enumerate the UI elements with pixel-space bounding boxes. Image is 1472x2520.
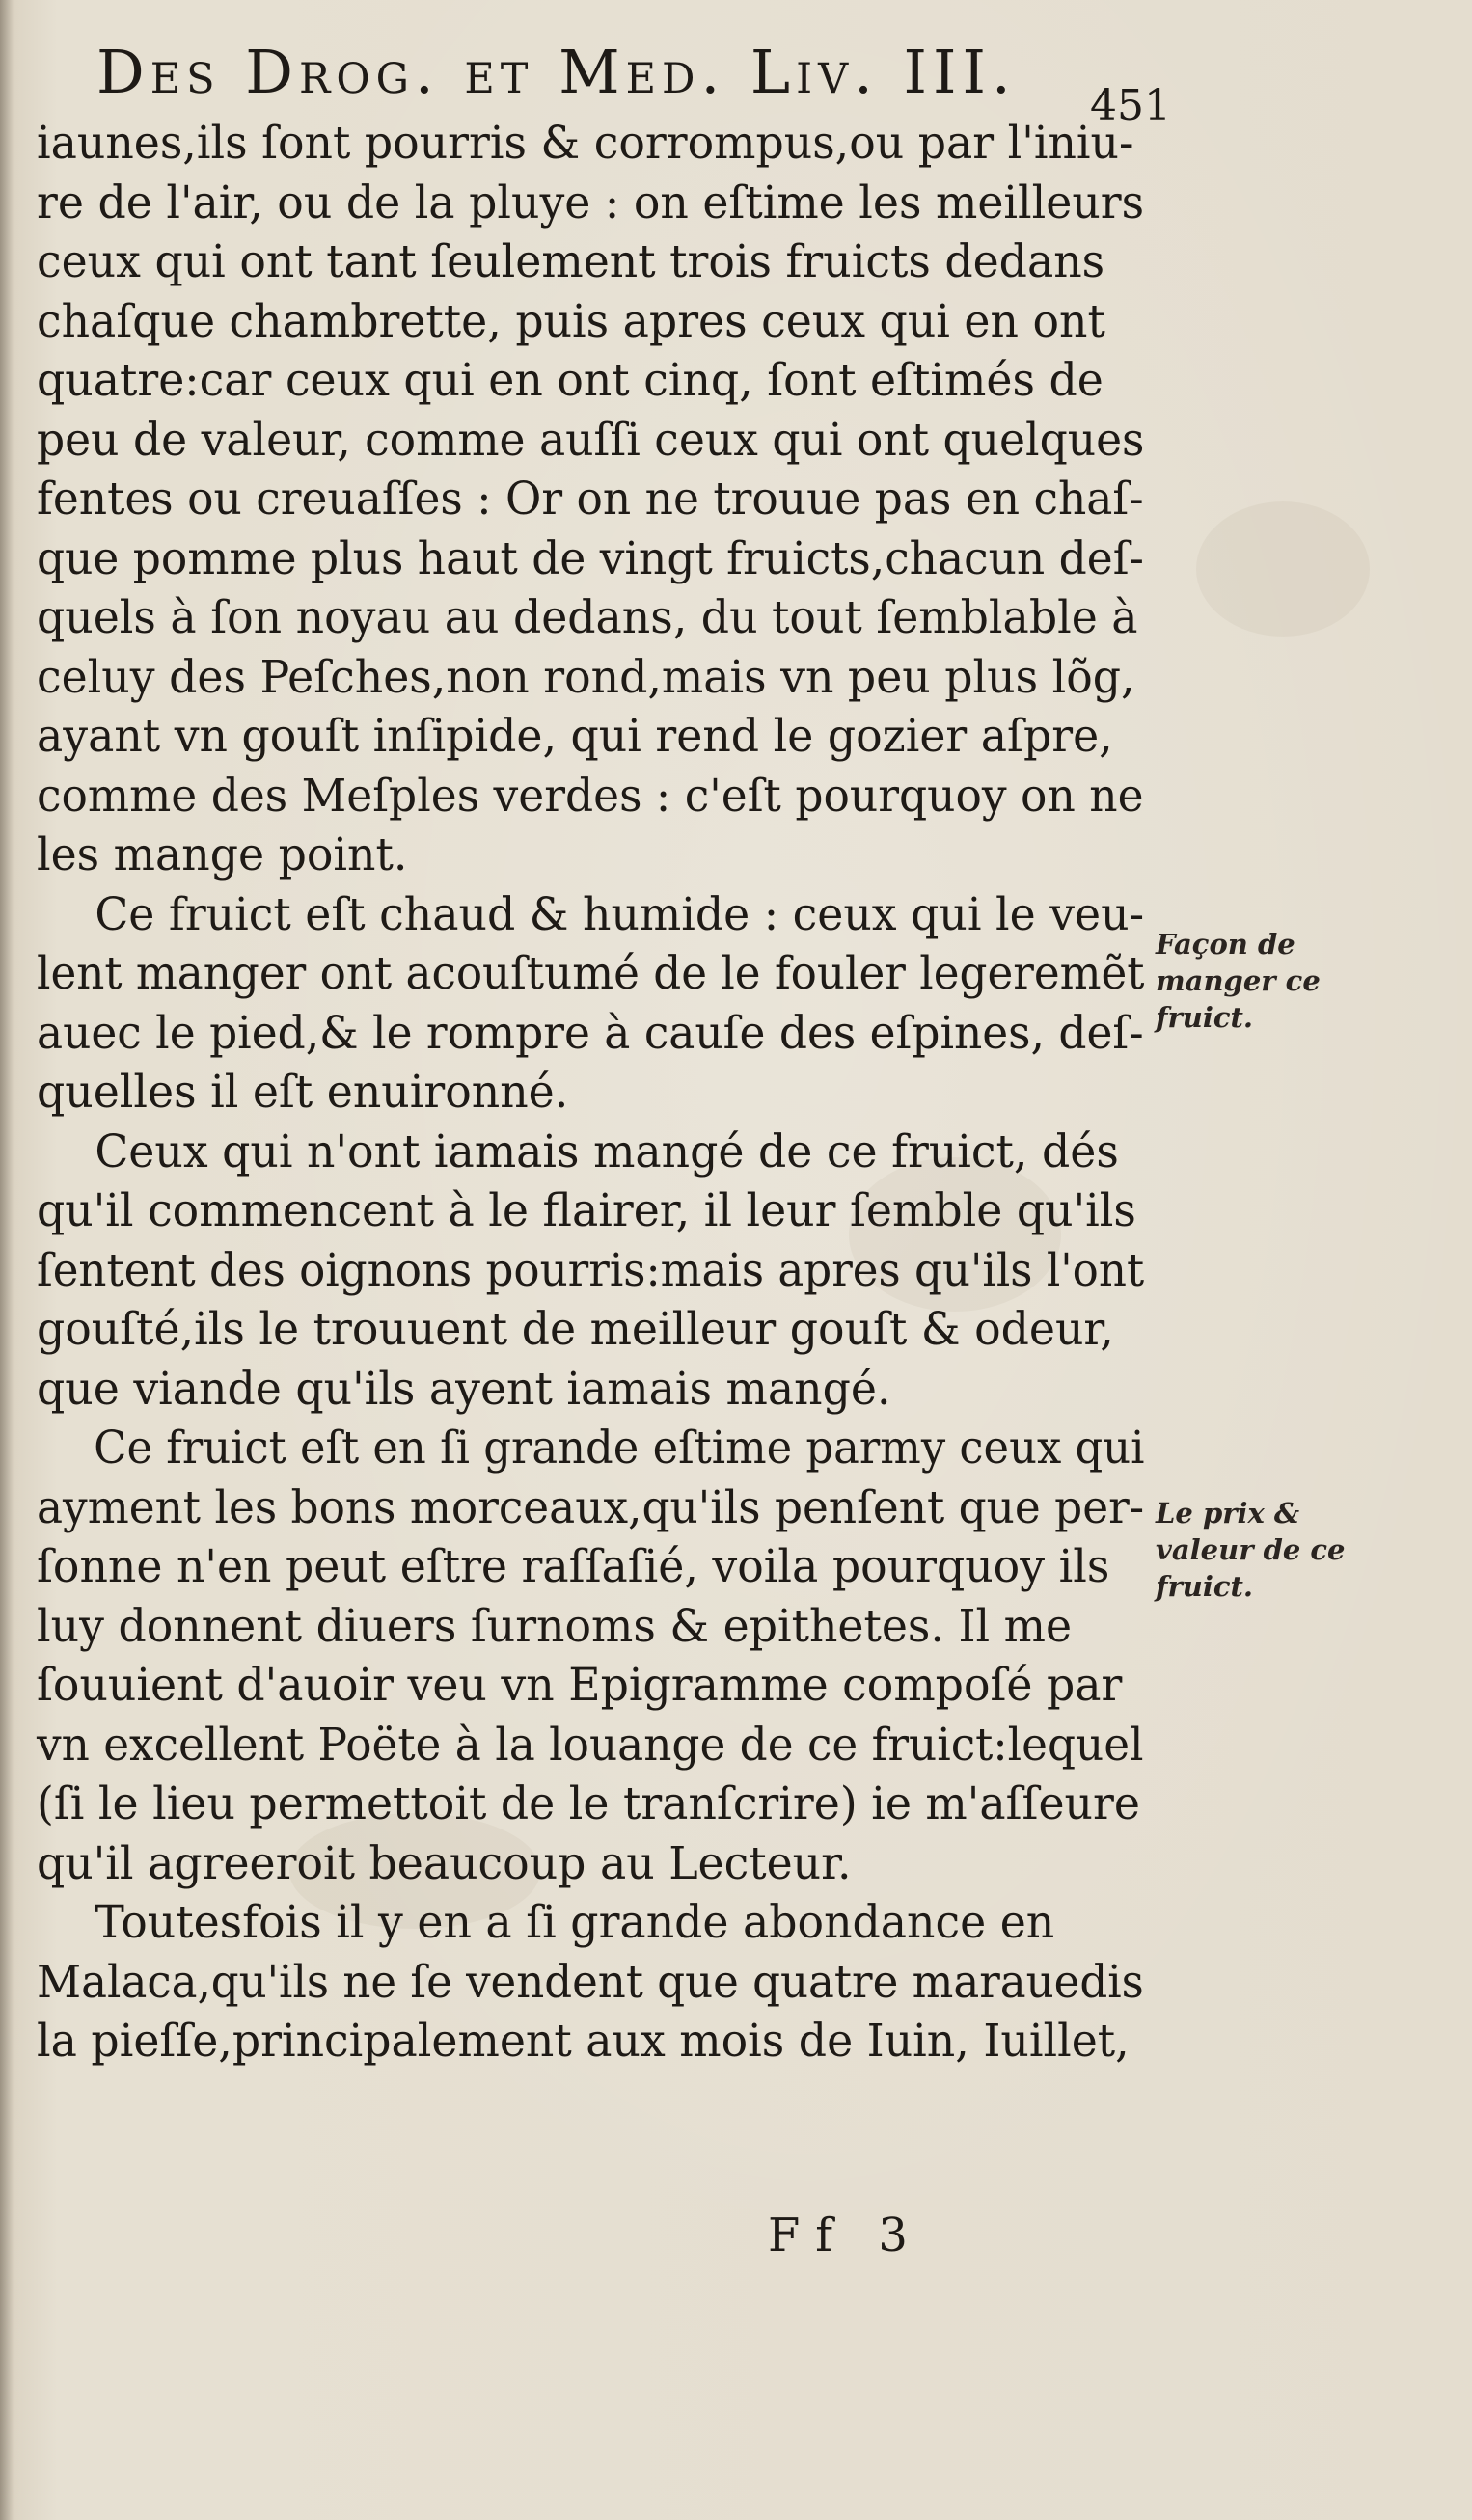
- text-line: ſentent des oignons pourris:mais apres qu'ils l'ont: [37, 1243, 1145, 1297]
- page-number: 451: [1090, 81, 1171, 130]
- body-text: [37, 114, 1175, 2072]
- text-line: qu'il commencent à le flairer, il leur ſemble qu'ils: [37, 1184, 1136, 1237]
- paragraph-start-line: Ce fruict eſt chaud & humide : ceux qui le veu-: [95, 887, 1145, 941]
- margin-note-price: [1156, 1495, 1346, 1605]
- text-line: ſonne n'en peut eſtre raſſaſié, voila pourquoy ils: [37, 1540, 1110, 1593]
- text-line: quatre:car ceux qui en ont cinq, ſont eſtimés de: [37, 354, 1104, 407]
- margin-note-line: fruict.: [1156, 1570, 1254, 1603]
- margin-note-line: Le prix &: [1156, 1497, 1300, 1530]
- text-line: quelles il eſt enuironné.: [37, 1066, 569, 1119]
- text-line: (ſi le lieu permettoit de le tranſcrire) ie m'aſſeure: [37, 1777, 1140, 1830]
- paragraph-start-line: Ce fruict eſt en ſi grande eſtime parmy ceux qui: [94, 1422, 1145, 1475]
- margin-note-line: valeur de ce: [1156, 1533, 1346, 1566]
- text-line: gouſté,ils le trouuent de meilleur gouſt & odeur,: [37, 1303, 1114, 1356]
- text-line: vn excellent Poëte à la louange de ce fruict:lequel: [37, 1718, 1144, 1772]
- text-line: quels à ſon noyau au dedans, du tout ſemblable à: [37, 591, 1138, 644]
- paragraph-start-line: Toutesfois il y en a ſi grande abondance en: [95, 1896, 1055, 1949]
- text-line: que pomme plus haut de vingt fruicts,chacun deſ-: [37, 531, 1144, 585]
- running-head: Des Drog. et Med. Liv. III.: [96, 37, 1017, 107]
- text-line: luy donnent diuers ſurnoms & epithetes. Il me: [37, 1599, 1073, 1653]
- text-line: Malaca,qu'ils ne ſe vendent que quatre marauedis: [37, 1955, 1144, 2009]
- text-line: auec le pied,& le rompre à cauſe des eſpines, deſ-: [37, 1006, 1144, 1060]
- text-line: chaſque chambrette, puis apres ceux qui en ont: [37, 294, 1105, 348]
- text-line: celuy des Peſches,non rond,mais vn peu plus lõg,: [37, 650, 1135, 704]
- margin-note-line: fruict.: [1156, 1001, 1254, 1034]
- margin-note-line: manger ce: [1156, 964, 1321, 997]
- text-line: comme des Meſples verdes : c'eſt pourquoy on ne: [37, 769, 1144, 823]
- text-line: la pieſſe,principalement aux mois de Iuin, Iuillet,: [37, 2015, 1130, 2068]
- text-line: peu de valeur, comme auſſi ceux qui ont quelques: [37, 413, 1145, 467]
- margin-note-line: Façon de: [1156, 928, 1295, 961]
- paragraph-start-line: Ceux qui n'ont iamais mangé de ce fruict, dés: [95, 1125, 1119, 1179]
- paper-stain: [1196, 501, 1370, 637]
- text-line: ayant vn gouſt inſipide, qui rend le gozier aſpre,: [37, 710, 1113, 763]
- text-line: qu'il agreeroit beaucoup au Lecteur.: [37, 1836, 852, 1890]
- text-line: ſouuient d'auoir veu vn Epigramme compoſé par: [37, 1659, 1123, 1712]
- text-line: re de l'air, ou de la pluye : on eſtime les meilleurs: [37, 176, 1145, 230]
- page-gutter-shadow: [0, 0, 14, 2520]
- signature-mark: Ff 3: [768, 2208, 923, 2263]
- text-line: lent manger ont acouſtumé de le fouler legeremẽt: [37, 947, 1145, 1000]
- text-line: fentes ou creuaſſes : Or on ne trouue pas en chaſ-: [37, 473, 1144, 526]
- text-line: que viande qu'ils ayent iamais mangé.: [37, 1362, 891, 1416]
- text-line: ayment les bons morceaux,qu'ils penſent que per-: [37, 1480, 1145, 1534]
- text-line: ceux qui ont tant ſeulement trois fruicts dedans: [37, 235, 1105, 288]
- text-line: iaunes,ils ſont pourris & corrompus,ou par l'iniu-: [37, 117, 1134, 170]
- page-header: [96, 37, 1215, 130]
- margin-note-eating: [1156, 926, 1321, 1036]
- text-line: les mange point.: [37, 828, 408, 881]
